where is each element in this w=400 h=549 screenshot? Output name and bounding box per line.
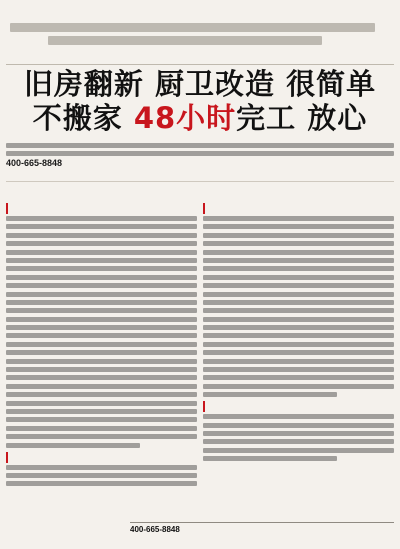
section-heading (203, 203, 394, 214)
article-column-left (6, 199, 197, 523)
footer (130, 522, 394, 545)
headline-accent: 48小时 (133, 100, 237, 135)
section-heading (6, 452, 197, 463)
headline-line-2-post: 完工 放心 (236, 100, 368, 135)
intro-hotline: 400-665-8848 (6, 158, 63, 169)
top-banner (6, 4, 394, 65)
section-text (6, 216, 197, 448)
footer-hotline: 400-665-8848 (130, 525, 180, 534)
headline-line-2 (6, 100, 394, 135)
banner-line (48, 36, 322, 45)
section-heading (6, 203, 197, 214)
section-text (203, 414, 394, 461)
section-text (203, 216, 394, 397)
intro-text (6, 143, 394, 156)
section-heading (203, 401, 394, 412)
article-columns (6, 199, 394, 523)
article-column-right (203, 199, 394, 523)
headline-line-2-pre: 不搬家 (32, 100, 134, 135)
intro (6, 143, 394, 182)
headline (6, 69, 394, 135)
banner-line (10, 23, 375, 32)
headline-line-1: 旧房翻新 厨卫改造 很简单 (23, 67, 377, 101)
section-text (6, 465, 197, 487)
